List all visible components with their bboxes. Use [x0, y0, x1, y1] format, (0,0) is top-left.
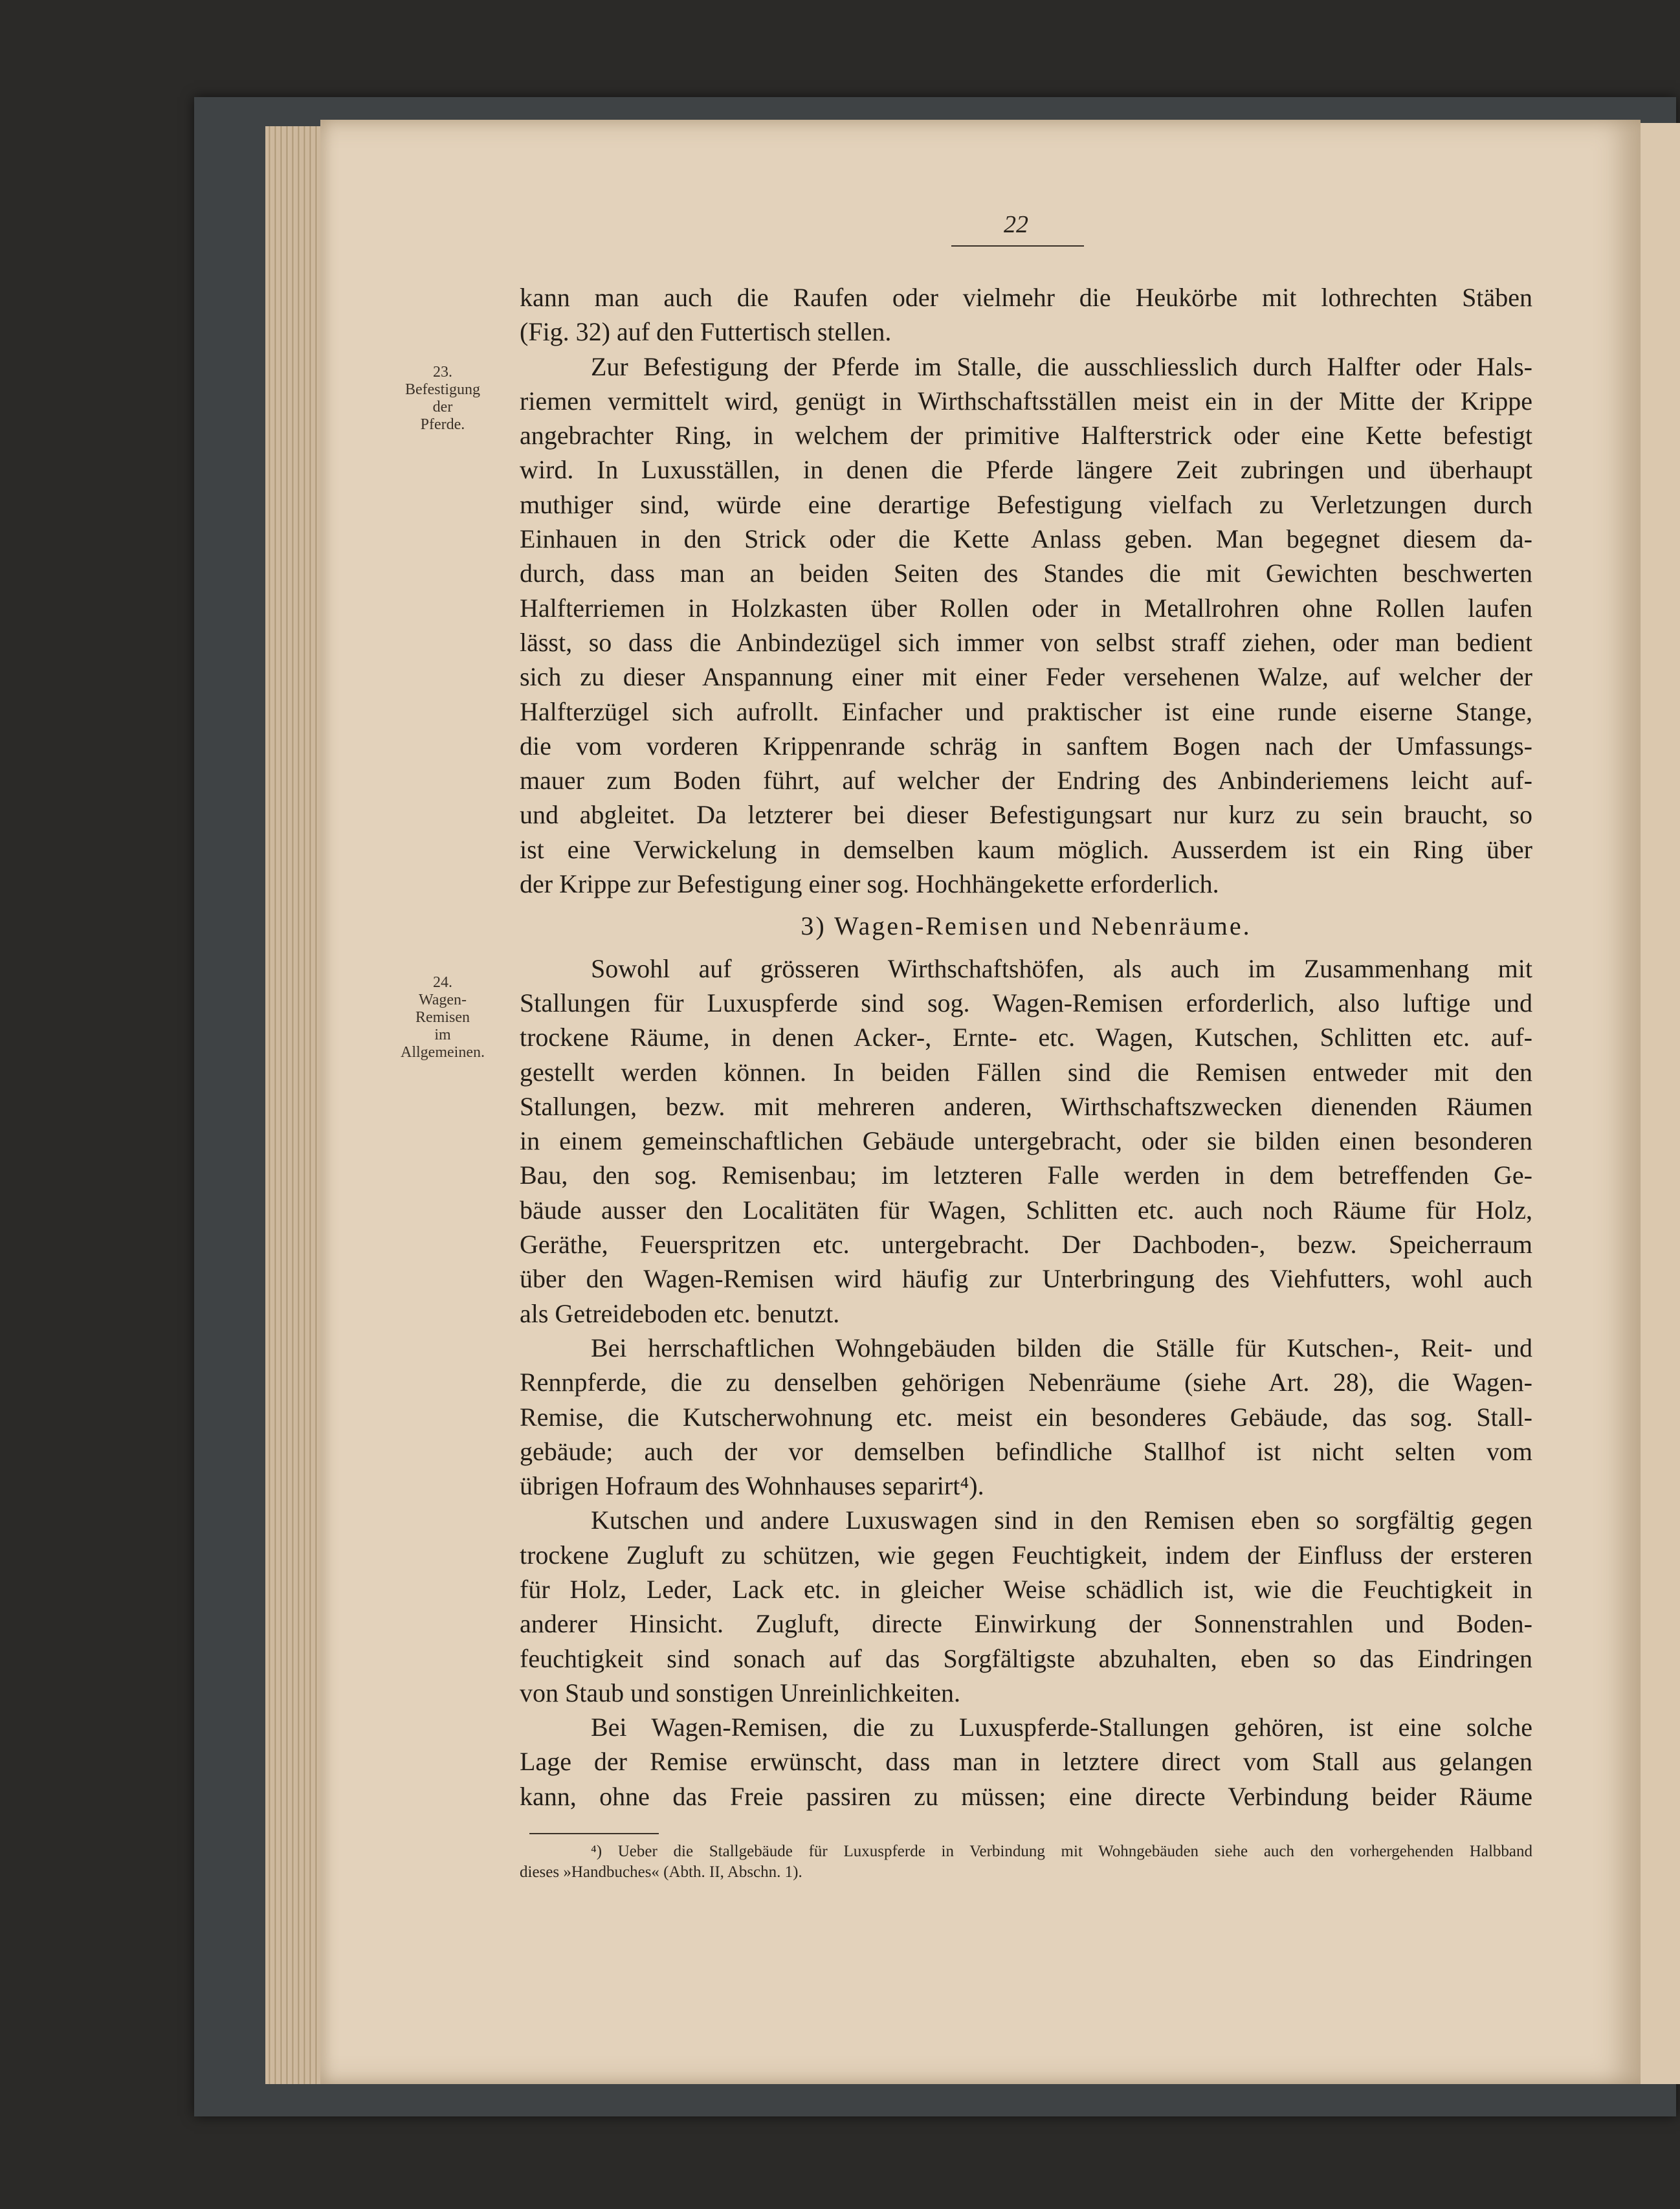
text-line: Geräthe, Feuerspritzen etc. untergebracht. Der Dachboden-, bezw. Speicherraum [520, 1230, 1532, 1260]
margin-note-24 [384, 974, 501, 1061]
text-line: Zur Befestigung der Pferde im Stalle, die ausschliesslich durch Halfter oder Hals- [591, 351, 1532, 381]
text-line: Bei Wagen-Remisen, die zu Luxuspferde-Stallungen gehören, ist eine solche [591, 1713, 1532, 1742]
text-line: wird. In Luxusställen, in denen die Pferde längere Zeit zubringen und überhaupt [520, 455, 1532, 485]
text-line: Bau, den sog. Remisenbau; im letzteren Falle werden in dem betreffenden Ge- [520, 1160, 1532, 1190]
margin-note-line: Remisen [415, 1009, 470, 1026]
text-line: gestellt werden können. In beiden Fällen sind die Remisen entweder mit den [520, 1057, 1532, 1087]
page-edges [265, 126, 324, 2084]
header-rule [951, 245, 1084, 247]
text-line: Kutschen und andere Luxuswagen sind in den Remisen eben so sorgfältig gegen [591, 1505, 1532, 1535]
body-text [520, 280, 1532, 1814]
margin-note-line: Pferde. [420, 416, 465, 433]
text-line: kann, ohne das Freie passiren zu müssen; eine directe Verbindung beider Räume [520, 1781, 1532, 1811]
text-line: anderer Hinsicht. Zugluft, directe Einwirkung der Sonnenstrahlen und Boden- [520, 1609, 1532, 1639]
text-line: trockene Räume, in denen Acker-, Ernte- etc. Wagen, Kutschen, Schlitten etc. auf- [520, 1023, 1532, 1052]
text-line: Stallungen, bezw. mit mehreren anderen, Wirthschaftszwecken dienenden Räumen [520, 1091, 1532, 1121]
text-line: Einhauen in den Strick oder die Kette Anlass geben. Man begegnet diesem da- [520, 524, 1532, 554]
text-line: die vom vorderen Krippenrande schräg in sanftem Bogen nach der Umfassungs- [520, 731, 1532, 760]
text-line: Lage der Remise erwünscht, dass man in letztere direct vom Stall aus gelangen [520, 1747, 1532, 1777]
section-heading: 3) Wagen-Remisen und Nebenräume. [801, 911, 1252, 941]
text-line: bäude ausser den Localitäten für Wagen, Schlitten etc. auch noch Räume für Holz, [520, 1195, 1532, 1225]
margin-note-23 [384, 364, 501, 434]
text-line: für Holz, Leder, Lack etc. in gleicher Weise schädlich ist, wie die Feuchtigkeit in [520, 1574, 1532, 1604]
text-line: lässt, so dass die Anbindezügel sich immer von selbst straff ziehen, oder man bedient [520, 627, 1532, 657]
text-line: der Krippe zur Befestigung einer sog. Hochhängekette erforderlich. [520, 869, 1219, 899]
text-line: sich zu dieser Anspannung einer mit einer Feder versehenen Walze, auf welcher der [520, 662, 1532, 692]
facing-page-edge [1641, 123, 1680, 2084]
text-line: muthiger sind, würde eine derartige Befestigung vielfach zu Verletzungen durch [520, 489, 1532, 519]
footnote-line: ⁴) Ueber die Stallgebäude für Luxuspferde in Verbindung mit Wohngebäuden siehe auch den vorhergehenden Halbband [591, 1843, 1532, 1860]
footnote [520, 1841, 1532, 1883]
margin-note-line: 24. [433, 974, 452, 991]
text-line: trockene Zugluft zu schützen, wie gegen Feuchtigkeit, indem der Einfluss der ersteren [520, 1540, 1532, 1570]
text-line: als Getreideboden etc. benutzt. [520, 1298, 840, 1328]
text-line: ist eine Verwickelung in demselben kaum möglich. Ausserdem ist ein Ring über [520, 834, 1532, 864]
text-line: Remise, die Kutscherwohnung etc. meist ein besonderes Gebäude, das sog. Stall- [520, 1402, 1532, 1432]
text-line: Halfterriemen in Holzkasten über Rollen oder in Metallrohren ohne Rollen laufen [520, 593, 1532, 623]
spacer [520, 944, 1532, 951]
text-line: gebäude; auch der vor demselben befindliche Stallhof ist nicht selten vom [520, 1436, 1532, 1466]
margin-note-line: der [432, 399, 453, 416]
margin-note-line: Wagen- [418, 992, 467, 1008]
text-line: von Staub und sonstigen Unreinlichkeiten. [520, 1678, 961, 1707]
margin-note-line: Allgemeinen. [401, 1044, 485, 1061]
text-line: Bei herrschaftlichen Wohngebäuden bilden die Ställe für Kutschen-, Reit- und [591, 1333, 1532, 1362]
text-line: feuchtigkeit sind sonach auf das Sorgfältigste abzuhalten, eben so das Eindringen [520, 1643, 1532, 1673]
text-line: mauer zum Boden führt, auf welcher der Endring des Anbinderiemens leicht auf- [520, 766, 1532, 795]
text-line: übrigen Hofraum des Wohnhauses separirt⁴). [520, 1471, 984, 1501]
text-line: und abgleitet. Da letzterer bei dieser Befestigungsart nur kurz zu sein braucht, so [520, 800, 1532, 830]
text-line: Sowohl auf grösseren Wirthschaftshöfen, als auch im Zusammenhang mit [591, 953, 1532, 983]
text-line: Rennpferde, die zu denselben gehörigen Nebenräume (siehe Art. 28), die Wagen- [520, 1368, 1532, 1397]
text-line: über den Wagen-Remisen wird häufig zur Unterbringung des Viehfutters, wohl auch [520, 1264, 1532, 1294]
text-line: Halfterzügel sich aufrollt. Einfacher und praktischer ist eine runde eiserne Stange, [520, 696, 1532, 726]
text-line: durch, dass man an beiden Seiten des Standes die mit Gewichten beschwerten [520, 559, 1532, 588]
text-line: (Fig. 32) auf den Futtertisch stellen. [520, 317, 892, 347]
spacer [520, 901, 1532, 909]
margin-note-line: im [434, 1027, 451, 1043]
text-line: Stallungen für Luxuspferde sind sog. Wagen-Remisen erforderlich, also luftige und [520, 988, 1532, 1017]
margin-note-line: Befestigung [405, 381, 480, 398]
footnote-line: dieses »Handbuches« (Abth. II, Abschn. 1). [520, 1863, 802, 1881]
text-line: riemen vermittelt wird, genügt in Wirthschaftsställen meist ein in der Mitte der Krippe [520, 386, 1532, 416]
text-line: kann man auch die Raufen oder vielmehr die Heukörbe mit lothrechten Stäben [520, 283, 1532, 312]
margin-note-line: 23. [433, 364, 452, 381]
text-line: angebrachter Ring, in welchem der primitive Halfterstrick oder eine Kette befestigt [520, 421, 1532, 450]
page-number: 22 [1004, 211, 1028, 238]
text-line: in einem gemeinschaftlichen Gebäude untergebracht, oder sie bilden einen besonderen [520, 1126, 1532, 1156]
footnote-rule [529, 1833, 659, 1834]
